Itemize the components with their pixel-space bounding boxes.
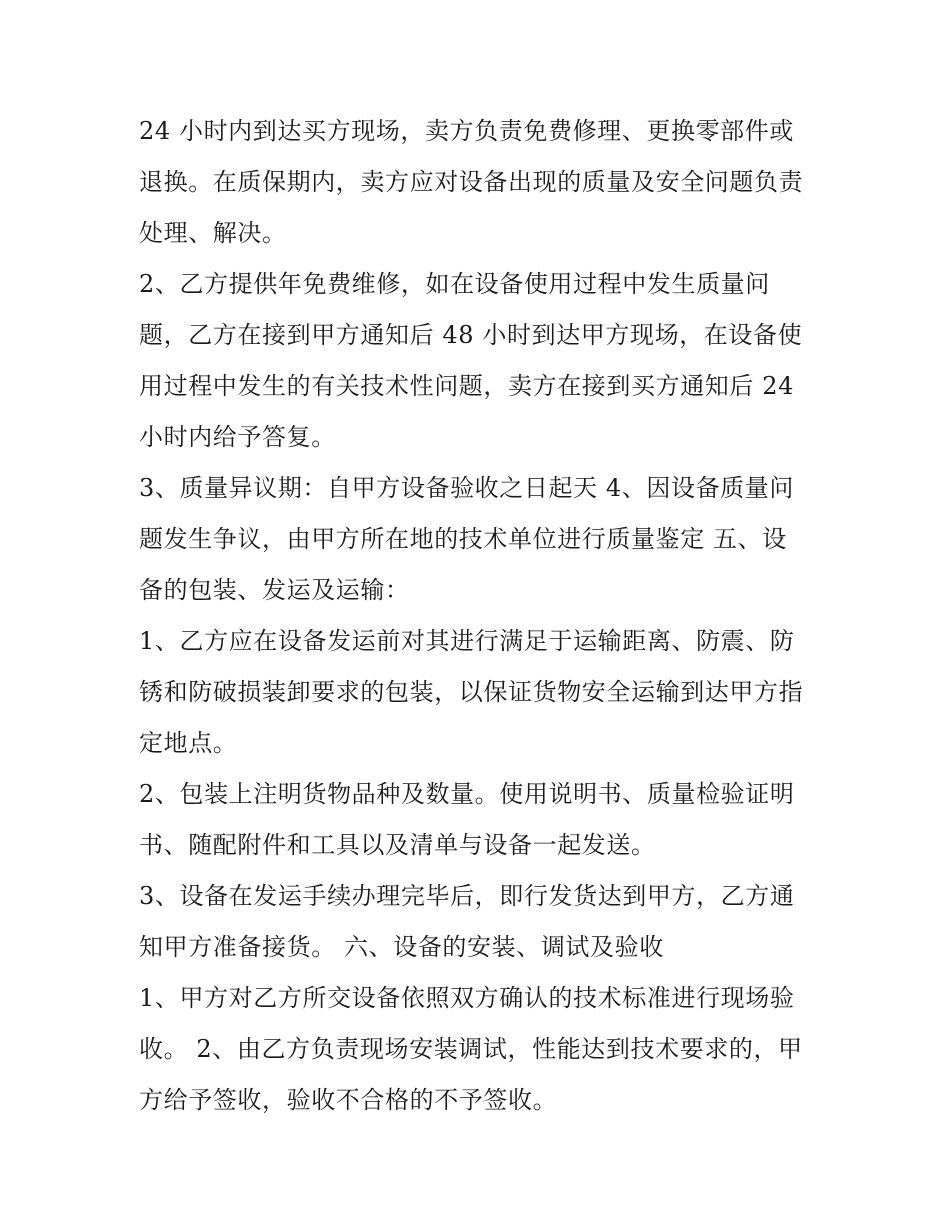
- text-line-13: 定地点。: [139, 729, 238, 757]
- text-line-3: 处理、解决。: [139, 219, 287, 247]
- text-line-19: 收。 2、由乙方负责现场安装调试，性能达到技术要求的，甲: [139, 1035, 803, 1063]
- text-line-16: 3、设备在发运手续办理完毕后，即行发货达到甲方，乙方通: [139, 882, 795, 910]
- text-line-10: 备的包装、发运及运输：: [139, 576, 410, 604]
- text-line-9: 题发生争议，由甲方所在地的技术单位进行质量鉴定 五、设: [139, 525, 787, 553]
- text-line-15: 书、随配附件和工具以及清单与设备一起发送。: [139, 831, 656, 859]
- text-line-14: 2、包装上注明货物品种及数量。使用说明书、质量检验证明: [139, 780, 795, 808]
- text-line-11: 1、乙方应在设备发运前对其进行满足于运输距离、防震、防: [139, 627, 795, 655]
- text-line-6: 用过程中发生的有关技术性问题，卖方在接到买方通知后 24: [139, 372, 794, 400]
- text-line-8: 3、质量异议期：自甲方设备验收之日起天 4、因设备质量问: [139, 474, 794, 502]
- text-line-18: 1、甲方对乙方所交设备依照双方确认的技术标准进行现场验: [139, 984, 795, 1012]
- text-line-2: 退换。在质保期内，卖方应对设备出现的质量及安全问题负责: [139, 168, 804, 196]
- text-line-20: 方给予签收，验收不合格的不予签收。: [139, 1086, 558, 1114]
- text-line-7: 小时内给予答复。: [139, 423, 336, 451]
- text-line-4: 2、乙方提供年免费维修，如在设备使用过程中发生质量问: [139, 270, 770, 298]
- text-line-17: 知甲方准备接货。 六、设备的安装、调试及验收: [139, 933, 664, 961]
- text-line-5: 题，乙方在接到甲方通知后 48 小时到达甲方现场，在设备使: [139, 321, 803, 349]
- text-line-12: 锈和防破损装卸要求的包装，以保证货物安全运输到达甲方指: [139, 678, 804, 706]
- body-text: [139, 106, 829, 1126]
- text-line-1: 24 小时内到达买方现场，卖方负责免费修理、更换零部件或: [139, 117, 794, 145]
